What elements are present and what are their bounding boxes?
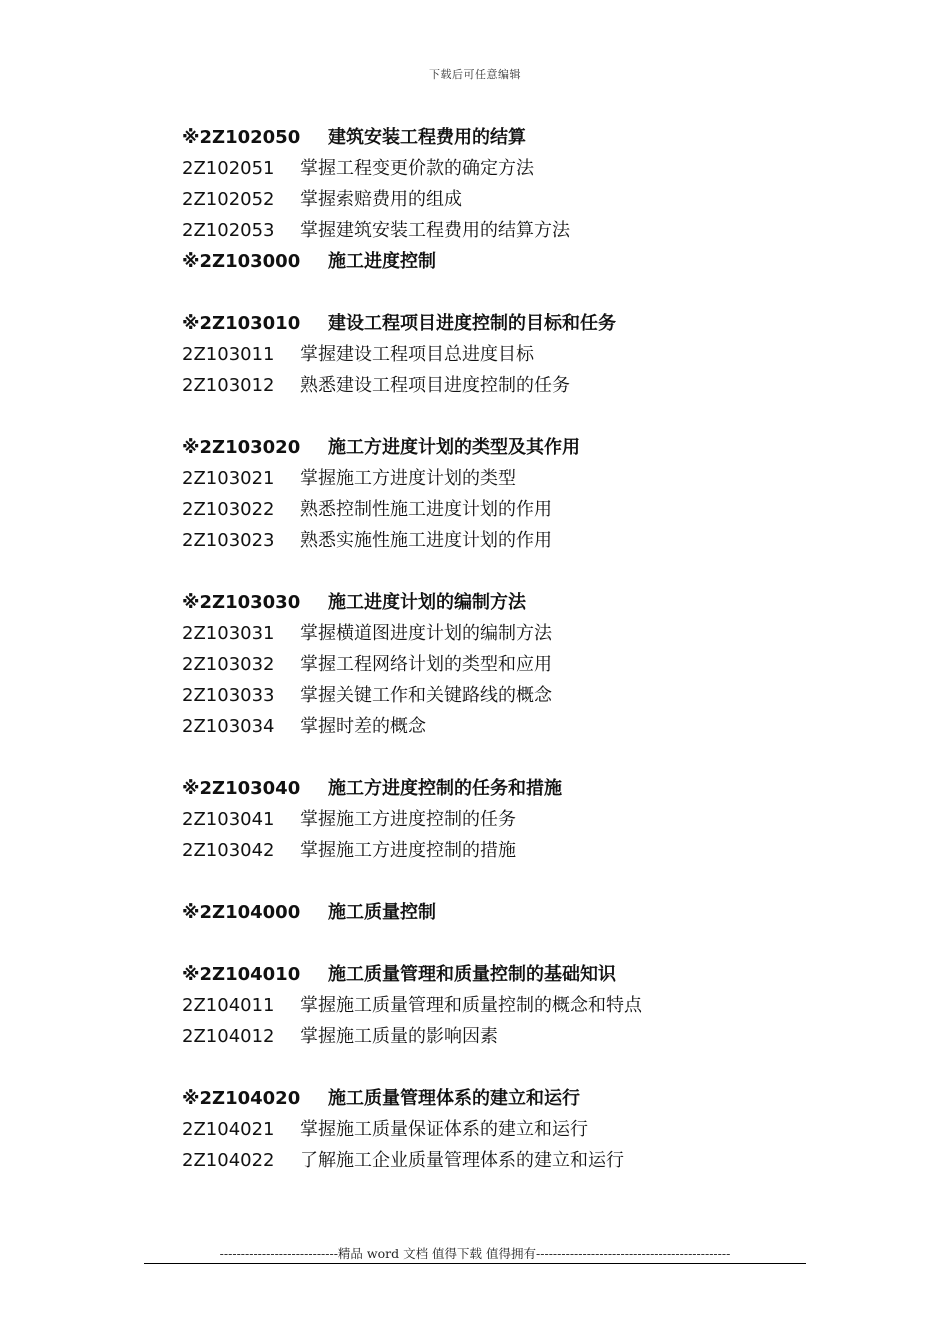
- item-text: 掌握施工方进度计划的类型: [300, 468, 516, 489]
- syllabus-item: [182, 680, 822, 711]
- section-code: ※2Z103040: [182, 778, 301, 799]
- syllabus-item: [182, 494, 822, 525]
- blank-line: [182, 277, 822, 308]
- item-code: 2Z103032: [182, 654, 275, 675]
- item-text: 掌握横道图进度计划的编制方法: [300, 623, 552, 644]
- item-text: 掌握关键工作和关键路线的概念: [300, 685, 552, 706]
- blank-line: [182, 742, 822, 773]
- section-title: 施工质量控制: [328, 902, 436, 923]
- syllabus-item: [182, 339, 822, 370]
- item-code: 2Z104021: [182, 1119, 275, 1140]
- section-heading: [182, 246, 822, 277]
- syllabus-item: [182, 649, 822, 680]
- section-title: 施工进度控制: [328, 251, 436, 272]
- section-title: 建设工程项目进度控制的目标和任务: [328, 313, 616, 334]
- syllabus-item: [182, 525, 822, 556]
- item-text: 掌握施工方进度控制的措施: [300, 840, 516, 861]
- section-heading: [182, 308, 822, 339]
- section-code: ※2Z103000: [182, 251, 301, 272]
- blank-line: [182, 556, 822, 587]
- syllabus-item: [182, 1145, 822, 1176]
- syllabus-item: [182, 990, 822, 1021]
- item-text: 熟悉控制性施工进度计划的作用: [300, 499, 552, 520]
- item-text: 掌握索赔费用的组成: [300, 189, 462, 210]
- item-text: 掌握施工质量管理和质量控制的概念和特点: [300, 995, 642, 1016]
- section-heading: [182, 959, 822, 990]
- blank-line: [182, 866, 822, 897]
- item-code: 2Z103042: [182, 840, 275, 861]
- item-text: 掌握工程变更价款的确定方法: [300, 158, 534, 179]
- item-code: 2Z102051: [182, 158, 275, 179]
- section-heading: [182, 773, 822, 804]
- section-code: ※2Z104020: [182, 1088, 301, 1109]
- syllabus-item: [182, 463, 822, 494]
- blank-line: [182, 928, 822, 959]
- syllabus-item: [182, 618, 822, 649]
- blank-line: [182, 401, 822, 432]
- section-code: ※2Z104010: [182, 964, 301, 985]
- item-text: 掌握施工质量保证体系的建立和运行: [300, 1119, 588, 1140]
- section-code: ※2Z103020: [182, 437, 301, 458]
- section-title: 施工方进度控制的任务和措施: [328, 778, 562, 799]
- footer-divider: [144, 1263, 806, 1264]
- section-title: 施工进度计划的编制方法: [328, 592, 526, 613]
- item-text: 掌握时差的概念: [300, 716, 426, 737]
- item-text: 掌握施工方进度控制的任务: [300, 809, 516, 830]
- item-code: 2Z103022: [182, 499, 275, 520]
- section-title: 施工方进度计划的类型及其作用: [328, 437, 580, 458]
- item-text: 掌握建筑安装工程费用的结算方法: [300, 220, 570, 241]
- syllabus-item: [182, 370, 822, 401]
- section-code: ※2Z103010: [182, 313, 301, 334]
- syllabus-item: [182, 711, 822, 742]
- syllabus-item: [182, 153, 822, 184]
- syllabus-item: [182, 215, 822, 246]
- section-heading: [182, 897, 822, 928]
- item-code: 2Z103023: [182, 530, 275, 551]
- item-text: 了解施工企业质量管理体系的建立和运行: [300, 1150, 624, 1171]
- section-code: ※2Z102050: [182, 127, 301, 148]
- item-code: 2Z103031: [182, 623, 275, 644]
- item-text: 掌握建设工程项目总进度目标: [300, 344, 534, 365]
- item-code: 2Z103033: [182, 685, 275, 706]
- item-code: 2Z102053: [182, 220, 275, 241]
- syllabus-item: [182, 1114, 822, 1145]
- syllabus-item: [182, 184, 822, 215]
- syllabus-content: [182, 122, 822, 1176]
- item-text: 熟悉实施性施工进度计划的作用: [300, 530, 552, 551]
- section-title: 建筑安装工程费用的结算: [328, 127, 526, 148]
- section-heading: [182, 122, 822, 153]
- item-code: 2Z103011: [182, 344, 275, 365]
- item-code: 2Z104011: [182, 995, 275, 1016]
- section-heading: [182, 587, 822, 618]
- section-code: ※2Z103030: [182, 592, 301, 613]
- item-code: 2Z104022: [182, 1150, 275, 1171]
- item-text: 掌握工程网络计划的类型和应用: [300, 654, 552, 675]
- item-code: 2Z102052: [182, 189, 275, 210]
- item-text: 熟悉建设工程项目进度控制的任务: [300, 375, 570, 396]
- section-code: ※2Z104000: [182, 902, 301, 923]
- item-code: 2Z103012: [182, 375, 275, 396]
- blank-line: [182, 1052, 822, 1083]
- syllabus-item: [182, 1021, 822, 1052]
- syllabus-item: [182, 835, 822, 866]
- item-code: 2Z104012: [182, 1026, 275, 1047]
- section-title: 施工质量管理和质量控制的基础知识: [328, 964, 616, 985]
- page-header-note: 下载后可任意编辑: [429, 68, 521, 81]
- item-code: 2Z103041: [182, 809, 275, 830]
- section-heading: [182, 1083, 822, 1114]
- item-code: 2Z103034: [182, 716, 275, 737]
- syllabus-item: [182, 804, 822, 835]
- section-title: 施工质量管理体系的建立和运行: [328, 1088, 580, 1109]
- item-code: 2Z103021: [182, 468, 275, 489]
- item-text: 掌握施工质量的影响因素: [300, 1026, 498, 1047]
- page-footer-text: ----------------------------精品 word 文档 值得下载 值得拥有----------------------------------------------: [219, 1246, 731, 1261]
- section-heading: [182, 432, 822, 463]
